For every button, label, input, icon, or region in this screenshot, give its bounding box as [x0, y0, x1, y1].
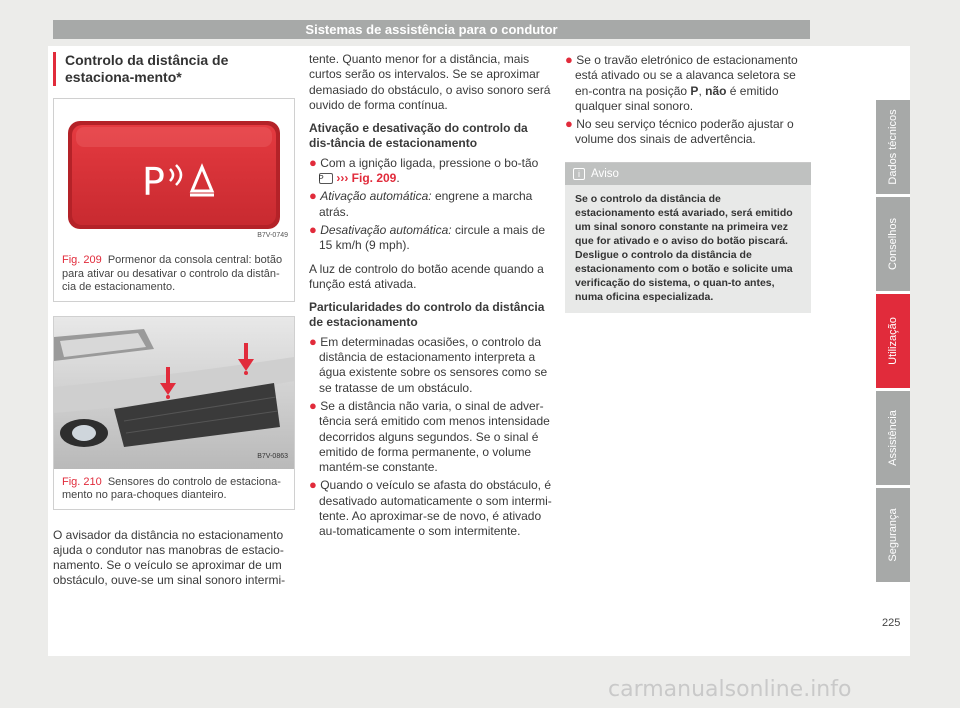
figure-label: Fig. 209	[62, 254, 102, 266]
tab-conselhos[interactable]: Conselhos	[876, 197, 910, 291]
tab-utilizacao[interactable]: Utilização	[876, 294, 910, 388]
watermark: carmanualsonline.info	[608, 677, 852, 702]
page-header: Sistemas de assistência para o condutor	[53, 20, 810, 39]
paragraph: A luz de controlo do botão acende quando a função está ativada.	[309, 261, 544, 291]
caption-text: Pormenor da consola central: botão para ativar ou desativar o controlo da distân-cia de estacionamento.	[62, 254, 283, 293]
tab-seguranca[interactable]: Segurança	[876, 488, 910, 582]
column-2	[309, 52, 552, 542]
column-3	[565, 52, 811, 313]
list-item: ● Se a distância não varia, o sinal de adver-tência será emitido com menos intensidade decorridos alguns segundos. Se o sinal é emitido de forma permanente, o volume mantém-se constante.	[309, 397, 550, 475]
p-symbol-icon: P	[142, 160, 165, 204]
list-item: ● Em determinadas ocasiões, o controlo da distância de estacionamento interpreta a água existente sobre os sensores como se se tratasse de um obstáculo.	[309, 333, 548, 395]
continued-paragraph: tente. Quanto menor for a distância, mais curtos serão os intervalos. Se se aproximar demasiado do obstáculo, o aviso sonoro será ouvido de forma contínua.	[309, 52, 551, 112]
column-1	[53, 52, 295, 597]
list-item: ● Desativação automática: circule a mais de 15 km/h (9 mph).	[309, 221, 545, 253]
tab-assistencia[interactable]: Assistência	[876, 391, 910, 485]
figure-209	[53, 98, 295, 302]
tab-dados-tecnicos[interactable]: Dados técnicos	[876, 100, 910, 194]
subheading-particularities: Particularidades do controlo da distância de estacionamento	[309, 300, 545, 330]
figure-caption	[54, 247, 294, 301]
bumper-sensors-image	[54, 317, 294, 469]
info-icon: i	[573, 168, 585, 180]
notice-body: Se o controlo da distância de estacionamento está avariado, será emitido um sinal sonoro constante na primeira vez que for ativado e o aviso do botão piscará. Desligue o controlo da distância de estacionamento com o botão e solicite uma verificação do sistema, o quan-to antes, numa oficina especializada.	[575, 192, 793, 303]
figure-code: B7V-0749	[257, 231, 288, 239]
notice-header	[565, 163, 811, 185]
page-number: 225	[882, 617, 901, 629]
notice-title: Aviso	[591, 167, 619, 180]
figure-code: B7V-0863	[257, 453, 288, 461]
list-item: ● Se o travão eletrónico de estacionamento está ativado ou se a alavanca seletora se en-contra na posição P, não é emitido qualquer sinal sonoro.	[565, 52, 798, 113]
parking-button-image	[54, 99, 294, 247]
caption-text: Sensores do controlo de estaciona-mento no para-choques dianteiro.	[62, 475, 281, 501]
section-title: Controlo da distância de estaciona-mento*	[53, 52, 295, 86]
list-item: ● Quando o veículo se afasta do obstáculo, é desativado automaticamente o som intermi-tente. Ao aproximar-se de novo, é ativado au-tomaticamente o som intermitente.	[309, 477, 552, 539]
figure-label: Fig. 210	[62, 475, 102, 488]
figure-210	[53, 316, 295, 510]
list-item: ● No seu serviço técnico poderão ajustar o volume dos sinais de advertência.	[565, 116, 794, 147]
notice-box	[565, 162, 811, 313]
list-item: ● Ativação automática: engrene a marcha atrás.	[309, 188, 533, 219]
parking-button-icon: P	[319, 173, 333, 184]
intro-paragraph: O avisador da distância no estacionamento ajuda o condutor nas manobras de estacio-namento. Se o veículo se aproximar de um obstáculo, ouve-se um sinal sonoro intermi-	[53, 527, 286, 588]
subheading-activation: Ativação e desativação do controlo da dis-tância de estacionamento	[309, 121, 528, 151]
figure-link[interactable]: ››› Fig. 209	[336, 171, 397, 186]
list-item: ● Com a ignição ligada, pressione o bo-tão P ››› Fig. 209.	[309, 154, 539, 186]
figure-caption	[54, 469, 294, 509]
